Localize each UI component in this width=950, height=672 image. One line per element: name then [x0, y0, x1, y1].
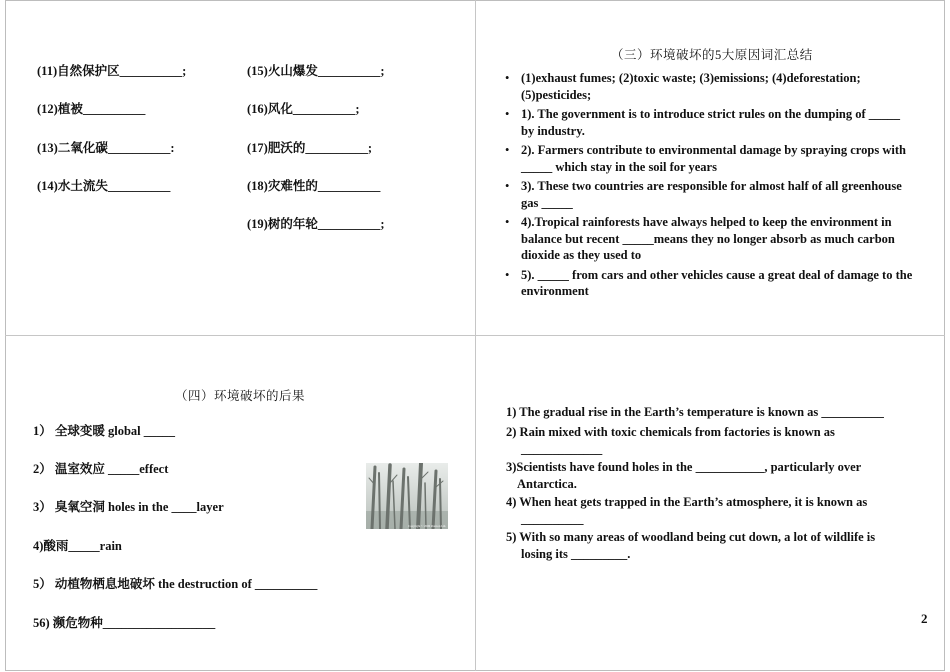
forest-photo	[366, 463, 448, 529]
vocab-item: (11)自然保护区__________;	[37, 64, 187, 78]
vocab-item: (16)风化__________;	[247, 102, 360, 116]
vocab-item: (18)灾难性的__________	[247, 179, 381, 193]
question-text: 2) Rain mixed with toxic chemicals from factories is known as	[506, 425, 835, 439]
question-text: 4) When heat gets trapped in the Earth’s atmosphere, it is known as	[506, 495, 868, 509]
vocab-item: (12)植被__________	[37, 102, 146, 116]
vocab-item: (14)水土流失__________	[37, 179, 171, 193]
horizontal-divider	[5, 335, 945, 336]
consequence-item: 5） 动植物栖息地破坏 the destruction of __________	[33, 577, 318, 591]
question-text: 1) The gradual rise in the Earth’s temperature is known as __________	[506, 405, 884, 419]
question	[506, 529, 916, 562]
list-item: • 1). The government is to introduce strict rules on the dumping of _____ by industry.	[505, 106, 915, 139]
dead-trees-image	[366, 463, 448, 529]
question	[506, 424, 916, 457]
consequence-item: 1） 全球变暖 global _____	[33, 424, 176, 438]
list-item: • 2). Farmers contribute to environmental damage by spraying crops with _____ which stay in the soil for years	[505, 142, 915, 175]
question-text-cont: losing its _________.	[521, 546, 631, 561]
question	[506, 404, 916, 421]
list-item: • 4).Tropical rainforests have always helped to keep the environment in balance but recent _____means they no longer absorb as much carbon dioxide as they used to	[505, 214, 915, 264]
vocab-item: (15)火山爆发__________;	[247, 64, 385, 78]
consequence-item: 56) 濒危物种__________________	[33, 616, 216, 630]
consequence-item: 3） 臭氧空洞 holes in the ____layer	[33, 500, 224, 514]
cause-list	[505, 70, 915, 303]
question-text-cont: Antarctica.	[517, 476, 577, 491]
list-item: • 3). These two countries are responsible for almost half of all greenhouse gas _____	[505, 178, 915, 211]
section-title: （三）环境破坏的5大原因词汇总结	[611, 48, 813, 62]
question-text-cont: __________	[521, 511, 584, 526]
photo-caption: Copyright © 2006 Pearson Ltd.	[408, 524, 446, 528]
vocab-item: (13)二氧化碳__________:	[37, 141, 175, 155]
section-title: （四）环境破坏的后果	[175, 389, 306, 403]
list-item: • 5). _____ from cars and other vehicles cause a great deal of damage to the environment	[505, 267, 915, 300]
question-text: 5) With so many areas of woodland being cut down, a lot of wildlife is	[506, 530, 876, 544]
question-text: 3)Scientists have found holes in the ___________, particularly over	[506, 460, 862, 474]
consequence-item: 4)酸雨_____rain	[33, 539, 122, 553]
question-text-cont: _____________	[521, 441, 603, 456]
list-item: • (1)exhaust fumes; (2)toxic waste; (3)emissions; (4)deforestation; (5)pesticides;	[505, 70, 915, 103]
question	[506, 459, 916, 492]
page-number: 2	[921, 611, 928, 626]
vocab-item: (17)肥沃的__________;	[247, 141, 372, 155]
consequence-item: 2） 温室效应 _____effect	[33, 462, 169, 476]
vocab-item: (19)树的年轮__________;	[247, 217, 385, 231]
question	[506, 494, 916, 527]
